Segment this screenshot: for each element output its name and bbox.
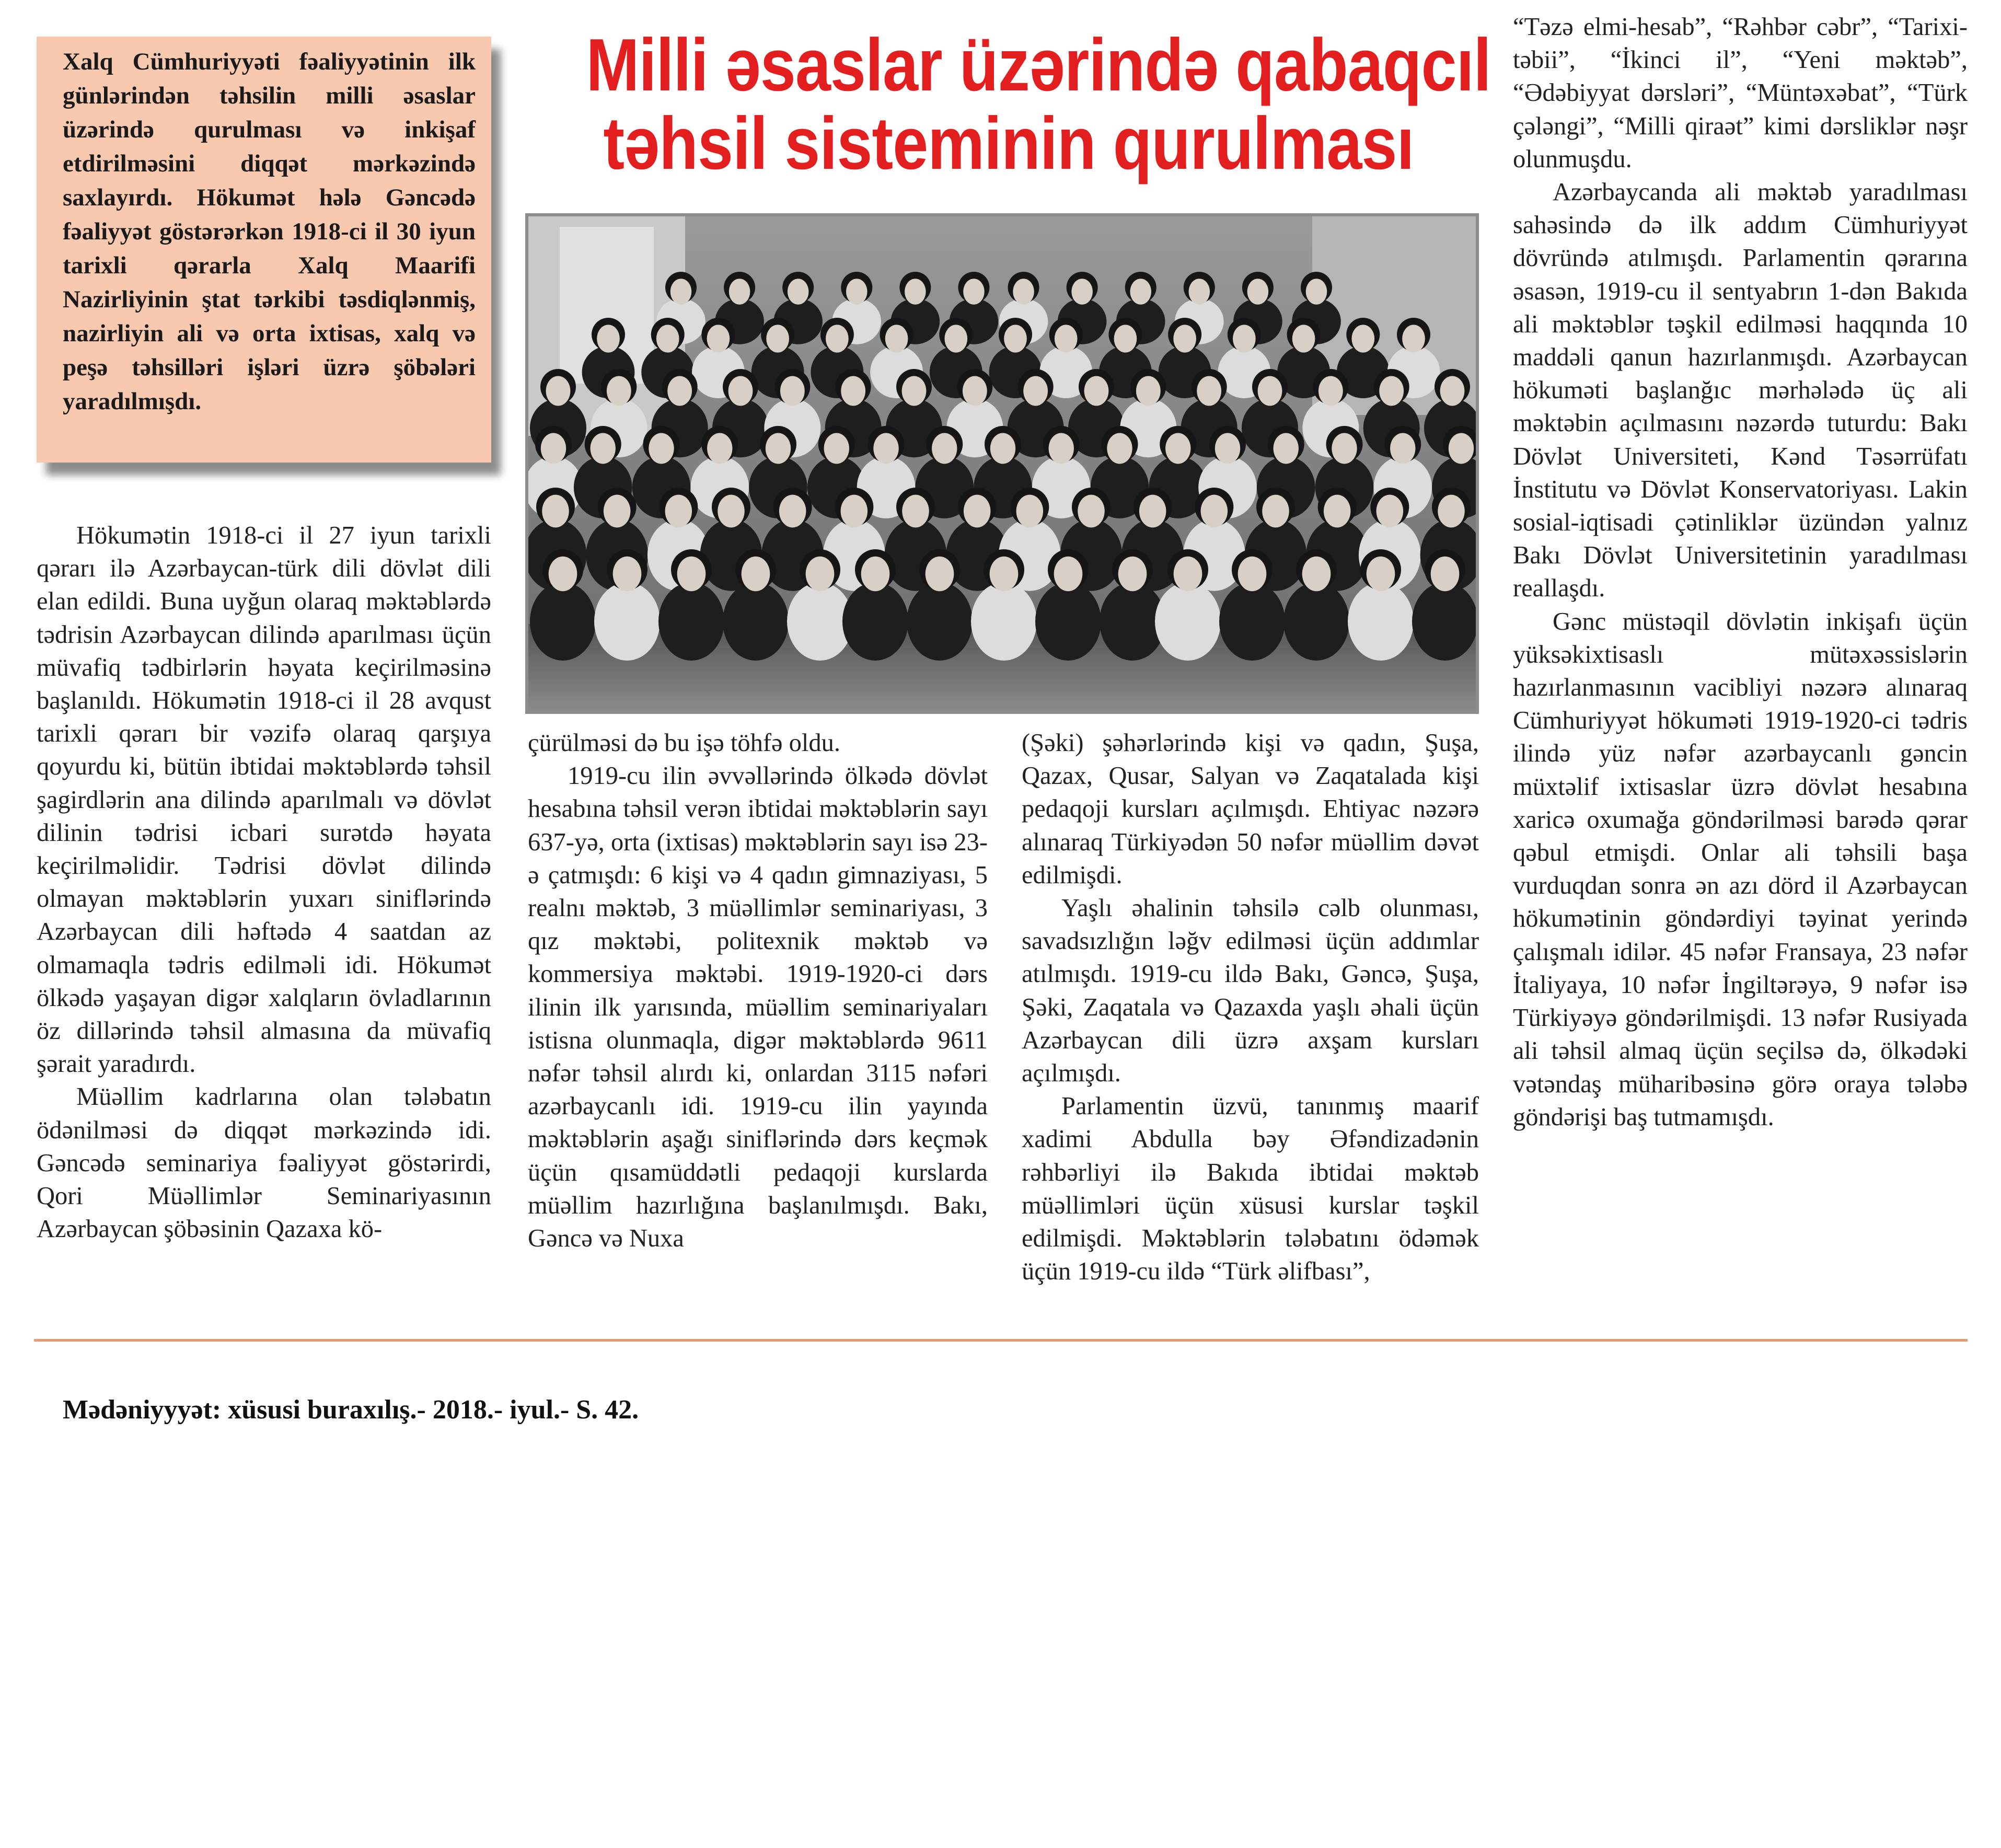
paragraph: Parlamentin üzvü, tanınmış maarif xadimi Abdulla bəy Əfəndizadənin rəhbərliyi ilə Bakıda ibtidai məktəb müəllimləri üçün xüsusi kurslar təşkil edilmişdi. Məktəblərin tələbatını ödəmək üçün 1919-cu ildə “Türk əlifbası”, [1022,1092,1479,1286]
text-column-2 [528,726,988,1255]
headline-line-2: təhsil sisteminin qurulması [603,102,1414,185]
text-column-1 [37,519,491,1245]
paragraph: “Təzə elmi-hesab”, “Rəhbər cəbr”, “Tarixi-təbii”, “İkinci il”, “Yeni məktəb”, “Ədəbiyyat dərsləri”, “Müntəxəbat”, “Türk çələngi”, “Milli qiraət” kimi dərsliklər nəşr olunmuşdu. [1513,13,1968,173]
article-headline [586,24,1491,185]
paragraph: Azərbaycanda ali məktəb yaradılması sahəsində də ilk addım Cümhuriyyət dövründə atılmışdı. Parlamentin qərarına əsasən, 1919-cu il sentyabrın 1-dən Bakıda ali məktəblər təşkil edilməsi haqqında 10 maddəli qanun hazırlanmışdı. Azərbaycan hökuməti başlanğıc mərhələdə üç ali məktəbin açılmasını nəzərdə tuturdu: Bakı Dövlət Universiteti, Kənd Təsərrüfatı İnstitutu və Dövlət Konservatoriyası. Lakin sosial-iqtisadi çətinliklər üzündən yalnız Bakı Dövlət Universitetinin yaradılması reallaşdı. [1513,178,1968,603]
source-citation: Mədəniyyyət: xüsusi buraxılış.- 2018.- iyul.- S. 42. [63,1395,639,1425]
group-photo-icon [528,216,1476,711]
footer-rule [34,1339,1968,1342]
text-column-4 [1513,10,1968,1134]
lead-paragraph: Xalq Cümhuriyyəti fəaliyyətinin ilk günlərindən təhsilin milli əsaslar üzərində qurulması və inkişaf etdirilməsini diqqət mərkəzində saxlayırdı. Hökumət hələ Gəncədə fəaliyyət göstərərkən 1918-ci il 30 iyun tarixli qərarla Xalq Maarifi Nazirliyinin ştat tərkibi təsdiqlənmiş, nazirliyin ali və orta ixtisas, xalq və peşə təhsilləri işləri üzrə şöbələri yaradılmışdı. [63,48,476,415]
paragraph: 1919-cu ilin əvvəllərində ölkədə dövlət hesabına təhsil verən ibtidai məktəblərin sayı 637-yə, orta (ixtisas) məktəblərin sayı isə 23-ə çatmışdı: 6 kişi və 4 qadın gimnaziyası, 5 realnı məktəb, 3 müəllimlər seminariyası, 3 qız məktəbi, politexnik məktəb və kommersiya məktəbi. 1919-1920-ci dərs ilinin ilk yarısında, müəllim seminariyaları istisna olunmaqla, digər məktəblərdə 9611 nəfər təhsil alırdı ki, onlardan 3115 nəfəri azərbaycanlı idi. 1919-cu ilin yayında məktəblərin aşağı siniflərində dərs keçmək üçün qısamüddətli pedaqoji kurslarda müəllim hazırlığına başlanılmışdı. Bakı, Gəncə və Nuxa [528,762,988,1253]
paragraph: (Şəki) şəhərlərində kişi və qadın, Şuşa, Qazax, Qusar, Salyan və Zaqatalada kişi pedaqoji kursları açılmışdı. Ehtiyac nəzərə alınaraq Türkiyədən 50 nəfər müəllim dəvət edilmişdi. [1022,729,1479,889]
paragraph: Müəllim kadrlarına olan tələbatın ödənilməsi də diqqət mərkəzində idi. Gəncədə seminariya fəaliyyət göstərirdi, Qori Müəllimlər Seminariyasının Azərbaycan şöbəsinin Qazaxa kö- [37,1083,491,1243]
paragraph: çürülməsi də bu işə töhfə oldu. [528,729,841,757]
group-photo [525,213,1479,714]
headline-line-1: Milli əsaslar üzərində qabaqcıl [586,24,1491,107]
lead-highlight-box [37,37,491,463]
text-column-3 [1022,726,1479,1288]
paragraph: Hökumətin 1918-ci il 27 iyun tarixli qərarı ilə Azərbaycan-türk dili dövlət dili elan edildi. Buna uyğun olaraq məktəblərdə tədrisin Azərbaycan dilində aparılması üçün müvafiq tədbirlərin həyata keçirilməsinə başlanıldı. Hökumətin 1918-ci il 28 avqust tarixli qərarı bir vəzifə olaraq qarşıya qoyurdu ki, bütün ibtidai məktəblərdə təhsil şagirdlərin ana dilində aparılmalı və dövlət dilinin tədrisi icbari surətdə həyata keçirilməlidir. Tədrisi dövlət dilində olmayan məktəblərin yuxarı siniflərində Azərbaycan dili həftədə 4 saatdan az olmamaqla tədris edilməli idi. Hökumət ölkədə yaşayan digər xalqların övladlarının öz dillərində təhsil almasına da müvafiq şərait yaradırdı. [37,522,491,1078]
paragraph: Yaşlı əhalinin təhsilə cəlb olunması, savadsızlığın ləğv edilməsi üçün addımlar atılmışdı. 1919-cu ildə Bakı, Gəncə, Şuşa, Şəki, Zaqatala və Qazaxda yaşlı əhali üçün Azərbaycan dili üzrə axşam kursları açılmışdı. [1022,894,1479,1088]
paragraph: Gənc müstəqil dövlətin inkişafı üçün yüksəkixtisaslı mütəxəssislərin hazırlanmasının vacibliyi nəzərə alınaraq Cümhuriyyət hökuməti 1919-1920-ci tədris ilində yüz nəfər azərbaycanlı gəncin müxtəlif ixtisaslar üzrə dövlət hesabına xaricə oxumağa göndərilməsi barədə qərar qəbul etmişdi. Onlar ali təhsili başa vurduqdan sonra ən azı dörd il Azərbaycan hökumətinin göndərdiyi təyinat yerində çalışmalı idilər. 45 nəfər Fransaya, 23 nəfər İtaliyaya, 10 nəfər İngiltərəyə, 9 nəfər isə Türkiyəyə göndərilmişdi. 13 nəfər Rusiyada ali təhsil almaq üçün seçilsə də, ölkədəki vətəndaş müharibəsinə görə oraya tələbə göndərişi baş tutmamışdı. [1513,607,1968,1131]
